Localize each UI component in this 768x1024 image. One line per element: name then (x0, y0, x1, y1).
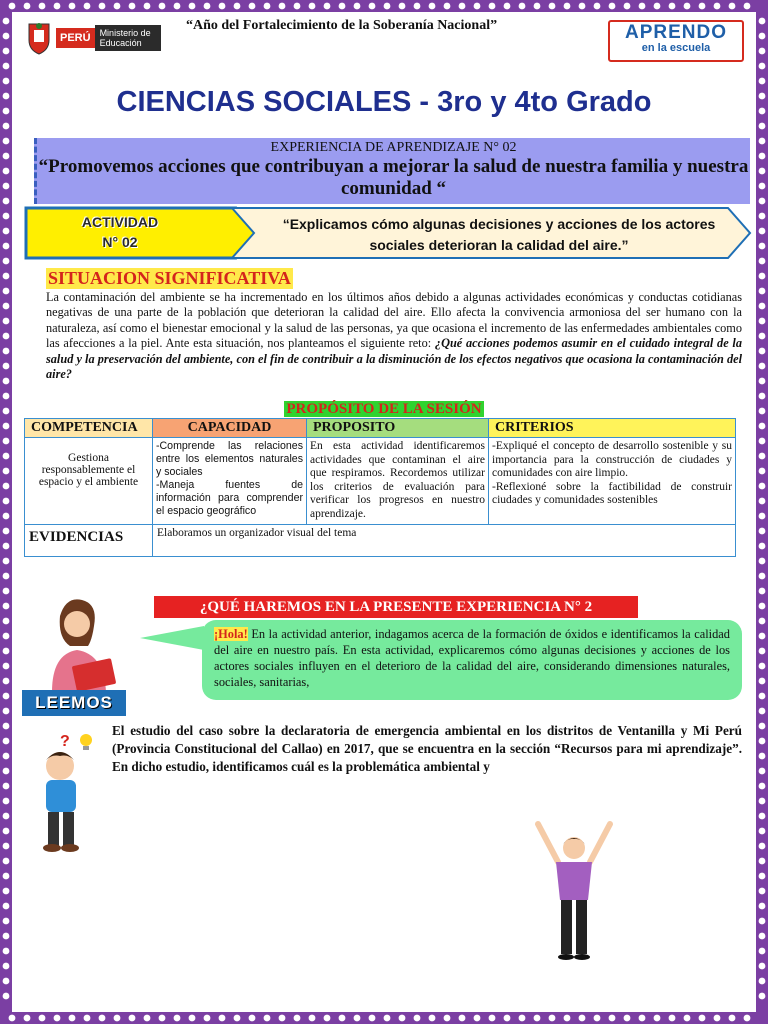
border-flower (3, 243, 10, 250)
leemos-badge: LEEMOS (22, 690, 126, 716)
border-flower (174, 1015, 181, 1022)
border-flower (24, 1015, 31, 1022)
proposito-title-text: PROPÓSITO DE LA SESIÓN (286, 401, 482, 417)
speech-bubble (202, 620, 742, 700)
border-flower (759, 828, 766, 835)
border-flower (3, 213, 10, 220)
cell-criterios: -Expliqué el concepto de desarrollo sostenible y su importancia para la construcción de ciudades y comunidades con aire limpio. -Reflexioné sobre la factibilidad de construir ciudades y comunidades sostenibles (489, 438, 736, 525)
border-flower (9, 3, 16, 10)
border-flower (129, 1015, 136, 1022)
border-flower (3, 768, 10, 775)
border-flower (639, 1015, 646, 1022)
teacher-figure (30, 596, 130, 692)
border-flower (279, 3, 286, 10)
border-flower (669, 1015, 676, 1022)
border-flower (759, 528, 766, 535)
border-flower (264, 3, 271, 10)
border-flower (504, 1015, 511, 1022)
activity-label-line2: N° 02 (102, 234, 138, 250)
border-flower (84, 3, 91, 10)
border-flower (3, 498, 10, 505)
border-flower (3, 963, 10, 970)
border-flower (549, 3, 556, 10)
border-flower (444, 3, 451, 10)
evidencias-value: Elaboramos un organizador visual del tema (153, 524, 736, 556)
border-flower (759, 693, 766, 700)
border-flower (279, 1015, 286, 1022)
activity-label (60, 212, 180, 252)
header-criterios: CRITERIOS (489, 419, 736, 438)
border-flower (759, 663, 766, 670)
border-flower (219, 1015, 226, 1022)
border-flower (489, 1015, 496, 1022)
border-flower (759, 468, 766, 475)
border-flower (759, 843, 766, 850)
border-flower (294, 3, 301, 10)
border-flower (3, 978, 10, 985)
border-flower (459, 3, 466, 10)
border-flower (3, 228, 10, 235)
border-flower (759, 273, 766, 280)
border-flower (384, 3, 391, 10)
border-flower (3, 348, 10, 355)
border-flower (759, 918, 766, 925)
border-flower (3, 453, 10, 460)
border-flower (3, 318, 10, 325)
border-flower (159, 3, 166, 10)
border-flower (69, 1015, 76, 1022)
cell-proposito: En esta actividad identificaremos actividades que contaminan el aire que respiramos. Recordemos utilizar los criterios de evaluación para verificar los progresos en nuestro aprendizaje. (307, 438, 489, 525)
border-flower (759, 513, 766, 520)
border-flower (144, 3, 151, 10)
border-flower (99, 1015, 106, 1022)
border-flower (3, 723, 10, 730)
border-flower (189, 1015, 196, 1022)
border-flower (759, 993, 766, 1000)
border-flower (159, 1015, 166, 1022)
border-flower (744, 3, 751, 10)
border-flower (3, 933, 10, 940)
border-flower (759, 738, 766, 745)
border-flower (3, 633, 10, 640)
border-flower (54, 3, 61, 10)
border-flower (3, 903, 10, 910)
competencia-table (24, 418, 736, 557)
border-flower (534, 3, 541, 10)
border-flower (219, 3, 226, 10)
question-mark-icon: ? (60, 733, 70, 750)
border-flower (654, 1015, 661, 1022)
border-flower (759, 63, 766, 70)
border-flower (759, 213, 766, 220)
border-flower (654, 3, 661, 10)
border-flower (759, 888, 766, 895)
border-flower (264, 1015, 271, 1022)
border-flower (759, 873, 766, 880)
border-flower (3, 573, 10, 580)
border-flower (9, 1015, 16, 1022)
border-flower (339, 1015, 346, 1022)
border-flower (84, 1015, 91, 1022)
border-flower (429, 3, 436, 10)
border-flower (3, 663, 10, 670)
border-flower (3, 828, 10, 835)
border-flower (759, 903, 766, 910)
cell-competencia: Gestiona responsablemente el espacio y el ambiente (25, 438, 153, 525)
border-flower (759, 348, 766, 355)
border-flower (324, 1015, 331, 1022)
border-flower (114, 1015, 121, 1022)
border-flower (609, 1015, 616, 1022)
border-flower (3, 603, 10, 610)
border-flower (204, 3, 211, 10)
border-flower (759, 813, 766, 820)
border-flower (759, 123, 766, 130)
border-flower (3, 783, 10, 790)
border-flower (3, 198, 10, 205)
border-flower (3, 513, 10, 520)
border-flower (3, 423, 10, 430)
border-flower (3, 738, 10, 745)
minedu-logo (22, 16, 180, 60)
border-flower (759, 33, 766, 40)
border-flower (3, 183, 10, 190)
border-flower (729, 1015, 736, 1022)
border-flower (759, 708, 766, 715)
aprendo-logo (608, 20, 744, 62)
border-flower (69, 3, 76, 10)
border-flower (519, 1015, 526, 1022)
leemos-text: El estudio del caso sobre la declaratoria de emergencia ambiental en los distritos de Ventanilla y Mi Perú (Provincia Constitucional del Callao) en 2017, que se encuentra en la sección “Recursos para mi aprendizaje”. En dicho estudio, identificamos cuál es la problemática ambiental y (112, 723, 742, 774)
border-flower (249, 1015, 256, 1022)
border-flower (3, 393, 10, 400)
experience-title: “Promovemos acciones que contribuyan a mejorar la salud de nuestra familia y nuestra comunidad “ (38, 156, 749, 199)
border-flower (759, 423, 766, 430)
border-flower (759, 93, 766, 100)
situacion-question: ¿Qué acciones podemos asumir en el cuidado integral de la salud y la preservación del ambiente, con el fin de contribuir a la disminución de los efectos negativos que ocasiona la contaminación del aire? (46, 336, 742, 382)
border-flower (759, 453, 766, 460)
border-flower (114, 3, 121, 10)
aprendo-line1: APRENDO (624, 22, 727, 43)
border-flower (759, 288, 766, 295)
border-flower (729, 3, 736, 10)
border-flower (3, 258, 10, 265)
border-flower (489, 3, 496, 10)
border-flower (759, 303, 766, 310)
border-flower (3, 153, 10, 160)
border-flower (744, 1015, 751, 1022)
border-flower (699, 3, 706, 10)
border-flower (3, 813, 10, 820)
border-flower (579, 1015, 586, 1022)
border-flower (534, 1015, 541, 1022)
border-flower (399, 3, 406, 10)
ministry-label: Ministerio de Educación (95, 25, 161, 51)
border-flower (429, 1015, 436, 1022)
border-flower (624, 3, 631, 10)
border-flower (759, 798, 766, 805)
border-flower (3, 408, 10, 415)
border-flower (414, 3, 421, 10)
activity-title: “Explicamos cómo algunas decisiones y acciones de los actores sociales deterioran la calidad del aire.” (282, 216, 716, 253)
border-flower (324, 3, 331, 10)
bubble-text: En la actividad anterior, indagamos acerca de la formación de óxidos e identificamos la calidad del aire en nuestro país. En esta actividad, explicaremos cómo algunas decisiones y acciones de los actores sociales influyen en el deterioro de la calidad del aire, considerando dimensiones naturales, sociales, sanitarias, (214, 627, 730, 689)
border-flower (699, 1015, 706, 1022)
border-flower (3, 468, 10, 475)
border-flower (3, 123, 10, 130)
border-flower (339, 3, 346, 10)
situacion-body (46, 290, 742, 382)
border-flower (759, 138, 766, 145)
border-flower (564, 3, 571, 10)
border-flower (759, 393, 766, 400)
border-flower (759, 198, 766, 205)
border-flower (3, 18, 10, 25)
border-flower (759, 408, 766, 415)
border-flower (474, 1015, 481, 1022)
border-flower (759, 603, 766, 610)
border-flower (3, 303, 10, 310)
border-flower (3, 948, 10, 955)
border-flower (3, 993, 10, 1000)
border-flower (3, 108, 10, 115)
border-flower (3, 798, 10, 805)
border-flower (714, 1015, 721, 1022)
haremos-title: ¿QUÉ HAREMOS EN LA PRESENTE EXPERIENCIA N° 2 (154, 596, 638, 618)
border-flower (594, 3, 601, 10)
border-flower (3, 618, 10, 625)
border-flower (759, 18, 766, 25)
border-flower (354, 3, 361, 10)
border-flower (309, 1015, 316, 1022)
border-flower (759, 768, 766, 775)
header-proposito: PROPOSITO (307, 419, 489, 438)
border-flower (684, 1015, 691, 1022)
border-flower (609, 3, 616, 10)
border-flower (759, 933, 766, 940)
border-flower (3, 273, 10, 280)
border-flower (384, 1015, 391, 1022)
border-flower (714, 3, 721, 10)
border-flower (759, 333, 766, 340)
border-flower (759, 558, 766, 565)
border-flower (414, 1015, 421, 1022)
border-flower (444, 1015, 451, 1022)
situacion-title: SITUACION SIGNIFICATIVA (48, 268, 291, 288)
border-flower (3, 438, 10, 445)
border-flower (759, 633, 766, 640)
border-flower (3, 843, 10, 850)
border-flower (3, 33, 10, 40)
header-competencia: COMPETENCIA (25, 419, 153, 438)
border-flower (759, 978, 766, 985)
border-flower (759, 243, 766, 250)
year-title: “Año del Fortalecimiento de la Soberanía Nacional” (186, 18, 498, 33)
border-flower (564, 1015, 571, 1022)
border-flower (189, 3, 196, 10)
border-flower (759, 108, 766, 115)
border-flower (3, 678, 10, 685)
border-flower (759, 963, 766, 970)
border-flower (579, 3, 586, 10)
border-flower (759, 753, 766, 760)
border-flower (234, 1015, 241, 1022)
border-flower (759, 678, 766, 685)
border-flower (3, 168, 10, 175)
border-flower (759, 378, 766, 385)
border-flower (759, 168, 766, 175)
border-flower (759, 858, 766, 865)
border-flower (39, 3, 46, 10)
border-flower (759, 618, 766, 625)
border-flower (3, 648, 10, 655)
border-flower (3, 378, 10, 385)
border-flower (3, 873, 10, 880)
border-flower (99, 3, 106, 10)
border-flower (759, 948, 766, 955)
border-flower (759, 543, 766, 550)
border-flower (669, 3, 676, 10)
border-flower (3, 528, 10, 535)
peru-shield-icon (26, 20, 52, 56)
lightbulb-icon (80, 734, 92, 750)
border-flower (3, 588, 10, 595)
border-flower (759, 498, 766, 505)
border-flower (3, 918, 10, 925)
border-flower (309, 3, 316, 10)
border-flower (369, 3, 376, 10)
border-flower (3, 63, 10, 70)
border-flower (684, 3, 691, 10)
border-flower (639, 3, 646, 10)
border-flower (3, 333, 10, 340)
border-flower (759, 573, 766, 580)
border-flower (234, 3, 241, 10)
border-flower (24, 3, 31, 10)
celebrating-man-figure (524, 814, 624, 964)
border-flower (3, 753, 10, 760)
border-flower (759, 48, 766, 55)
border-flower (3, 48, 10, 55)
border-flower (3, 363, 10, 370)
proposito-title (16, 400, 752, 418)
border-flower (54, 1015, 61, 1022)
cell-capacidad: -Comprende las relaciones entre los elementos naturales y sociales -Maneja fuentes de información para comprender el espacio geográfico (153, 438, 307, 525)
border-flower (174, 3, 181, 10)
border-flower (3, 693, 10, 700)
border-flower (504, 3, 511, 10)
header-capacidad: CAPACIDAD (153, 419, 307, 438)
border-flower (39, 1015, 46, 1022)
border-flower (3, 858, 10, 865)
border-flower (549, 1015, 556, 1022)
evidencias-label: EVIDENCIAS (25, 524, 153, 556)
border-flower (3, 288, 10, 295)
border-flower (759, 588, 766, 595)
border-flower (369, 1015, 376, 1022)
border-flower (144, 1015, 151, 1022)
border-flower (129, 3, 136, 10)
thinking-boy-figure (30, 730, 104, 854)
border-flower (3, 138, 10, 145)
border-flower (759, 783, 766, 790)
border-flower (594, 1015, 601, 1022)
border-flower (759, 648, 766, 655)
border-flower (3, 483, 10, 490)
border-flower (519, 3, 526, 10)
aprendo-line2: en la escuela (641, 42, 711, 54)
border-flower (759, 153, 766, 160)
border-flower (354, 1015, 361, 1022)
border-flower (759, 258, 766, 265)
experience-box (34, 138, 750, 204)
border-flower (3, 93, 10, 100)
border-flower (294, 1015, 301, 1022)
border-flower (759, 228, 766, 235)
situacion-text: La contaminación del ambiente se ha incrementado en los últimos años debido a algunas actividades económicas y conductas cotidianas negativas de una parte de la población que deterioran la calidad del aire. Ello afecta la convivencia armoniosa del ser humano con la naturaleza, así como el bienestar emocional y la salud de las personas, ya que ocasiona el incremento de las enfermedades ambientales como las afecciones a la piel. Ante esta situación, nos planteamos el siguiente reto: (46, 290, 742, 351)
page-title: CIENCIAS SOCIALES - 3ro y 4to Grado (116, 86, 652, 118)
activity-banner (24, 206, 752, 260)
border-flower (759, 723, 766, 730)
border-flower (624, 1015, 631, 1022)
country-label: PERÚ (56, 28, 95, 48)
border-flower (3, 78, 10, 85)
border-flower (759, 438, 766, 445)
border-flower (759, 78, 766, 85)
speech-bubble-tail (140, 626, 204, 650)
border-flower (3, 708, 10, 715)
border-flower (204, 1015, 211, 1022)
border-flower (759, 363, 766, 370)
border-flower (759, 483, 766, 490)
border-flower (249, 3, 256, 10)
experience-number: EXPERIENCIA DE APRENDIZAJE N° 02 (270, 140, 517, 155)
border-flower (3, 558, 10, 565)
page (16, 14, 752, 1010)
border-flower (459, 1015, 466, 1022)
border-flower (759, 318, 766, 325)
activity-label-line1: ACTIVIDAD (81, 214, 159, 230)
border-flower (759, 183, 766, 190)
border-flower (474, 3, 481, 10)
hola-greeting: ¡Hola! (214, 627, 248, 641)
border-flower (399, 1015, 406, 1022)
border-flower (3, 888, 10, 895)
border-flower (3, 543, 10, 550)
